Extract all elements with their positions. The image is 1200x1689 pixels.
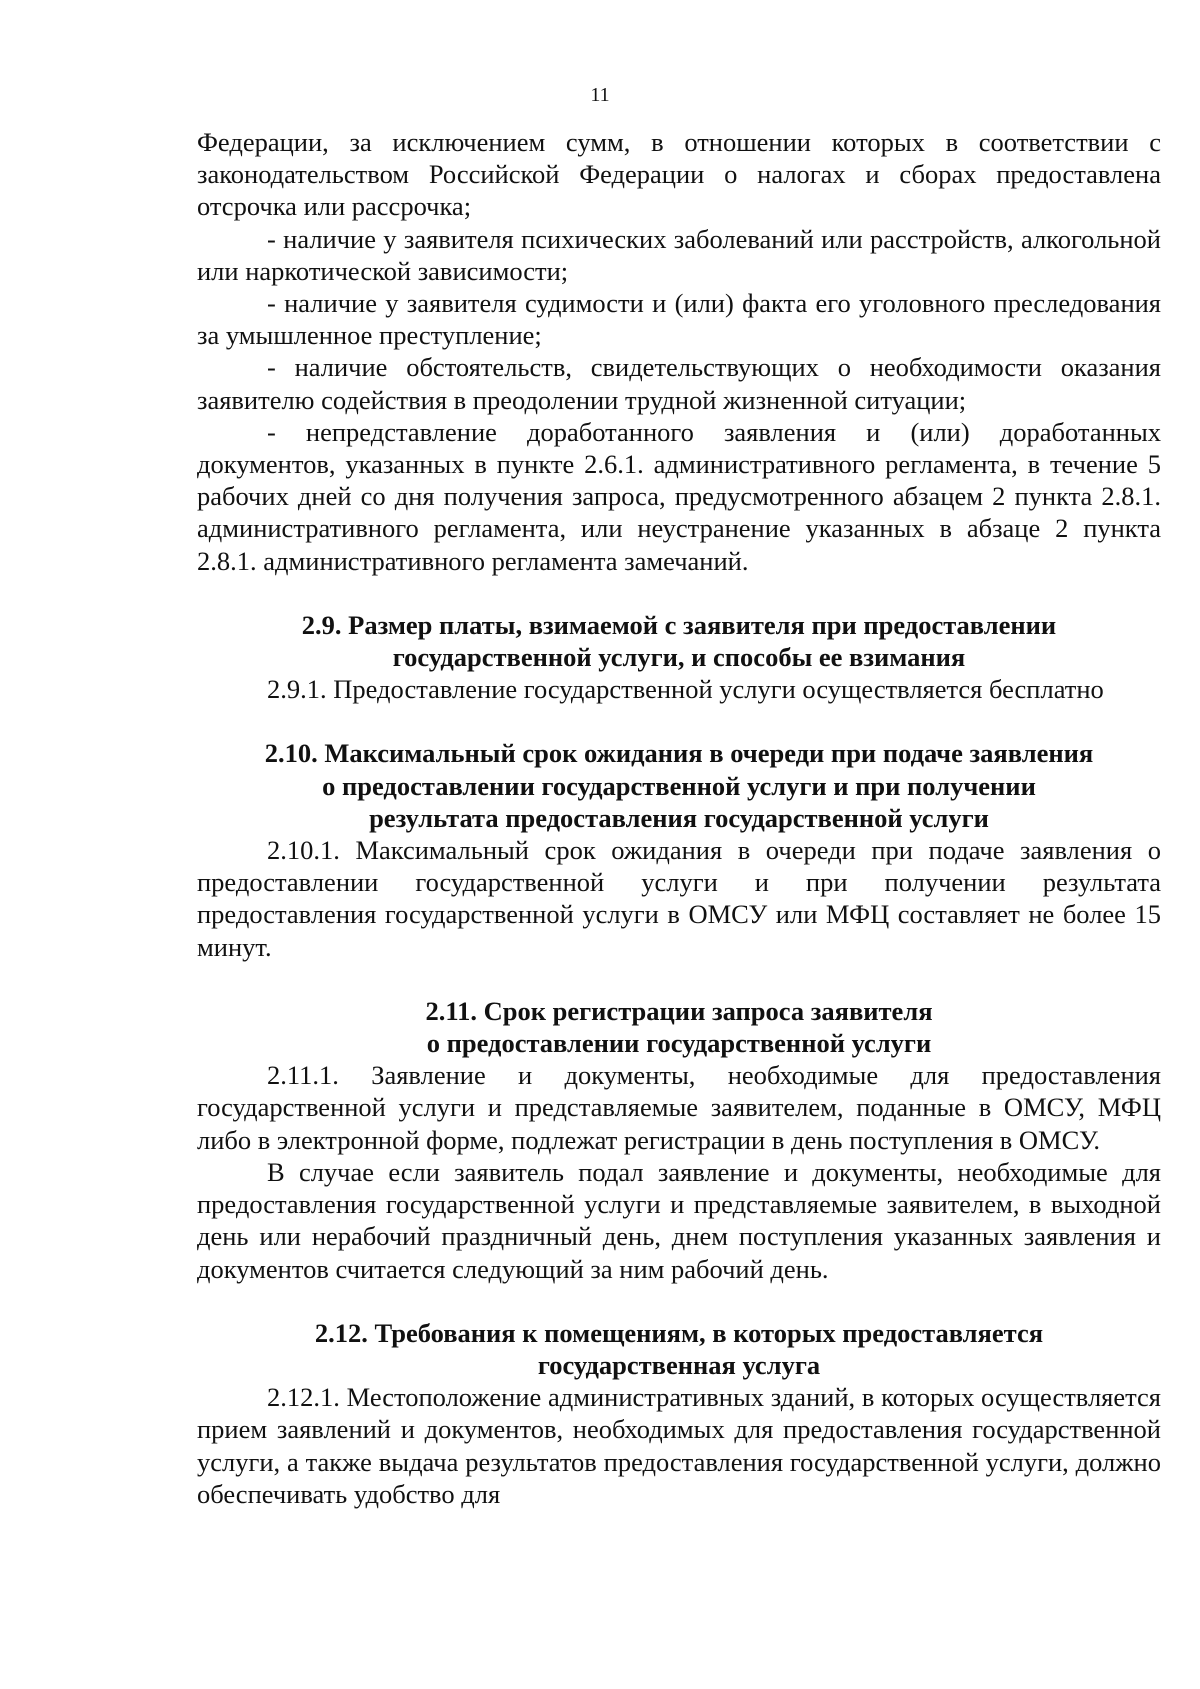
paragraph-2-10-1: 2.10.1. Максимальный срок ожидания в очереди при подаче заявления о предоставлении государственной услуги и при получении результата предоставления государственной услуги в ОМСУ или МФЦ составляет не более 15 минут. bbox=[197, 835, 1161, 962]
heading-line: 2.12. Требования к помещениям, в которых предоставляется bbox=[314, 1317, 1044, 1348]
section-heading-2-10 bbox=[197, 737, 1161, 834]
heading-line: государственной услуги, и способы ее взимания bbox=[392, 642, 966, 673]
section-heading-2-9 bbox=[197, 609, 1161, 673]
heading-line: 2.10. Максимальный срок ожидания в очереди при подаче заявления bbox=[264, 738, 1094, 769]
section-heading-2-11 bbox=[197, 995, 1161, 1059]
list-item: - непредставление доработанного заявления и (или) доработанных документов, указанных в пункте 2.6.1. административного регламента, в течение 5 рабочих дней со дня получения запроса, предусмотренного абзацем 2 пункта 2.8.1. административного регламента, или неустранение указанных в абзаце 2 пункта 2.8.1. административного регламента замечаний. bbox=[197, 416, 1161, 576]
paragraph-2-12-1: 2.12.1. Местоположение административных зданий, в которых осуществляется прием заявлений и документов, необходимых для предоставления государственной услуги, а также выдача результатов предоставления государственной услуги, должно обеспечивать удобство для bbox=[197, 1382, 1161, 1509]
heading-line: о предоставлении государственной услуги и при получении bbox=[322, 770, 1036, 801]
heading-line: государственная услуга bbox=[537, 1349, 821, 1380]
heading-line: 2.11. Срок регистрации запроса заявителя bbox=[425, 995, 933, 1026]
paragraph-2-11-1: 2.11.1. Заявление и документы, необходимые для предоставления государственной услуги и представляемые заявителем, поданные в ОМСУ, МФЦ либо в электронной форме, подлежат регистрации в день поступления в ОМСУ. bbox=[197, 1060, 1161, 1155]
paragraph-2-11-2: В случае если заявитель подал заявление и документы, необходимые для предоставления государственной услуги и представляемые заявителем, в выходной день или нерабочий праздничный день, днем поступления указанных заявления и документов считается следующий за ним рабочий день. bbox=[197, 1156, 1161, 1284]
section-heading-2-12 bbox=[197, 1317, 1161, 1381]
document-body bbox=[197, 126, 1161, 1510]
list-item: - наличие обстоятельств, свидетельствующих о необходимости оказания заявителю содействия в преодолении трудной жизненной ситуации; bbox=[197, 352, 1161, 415]
paragraph-continuation: Федерации, за исключением сумм, в отношении которых в соответствии с законодательством Российской Федерации о налогах и сборах предоставлена отсрочка или рассрочка; bbox=[197, 127, 1161, 222]
list-item: - наличие у заявителя психических заболеваний или расстройств, алкогольной или наркотической зависимости; bbox=[197, 223, 1161, 286]
heading-line: 2.9. Размер платы, взимаемой с заявителя при предоставлении bbox=[301, 609, 1057, 640]
list-item: - наличие у заявителя судимости и (или) факта его уголовного преследования за умышленное преступление; bbox=[197, 288, 1161, 351]
heading-line: результата предоставления государственной услуги bbox=[369, 802, 989, 833]
paragraph-2-9-1: 2.9.1. Предоставление государственной услуги осуществляется бесплатно bbox=[267, 674, 1104, 705]
page-number: 11 bbox=[590, 84, 610, 106]
heading-line: о предоставлении государственной услуги bbox=[426, 1028, 932, 1059]
